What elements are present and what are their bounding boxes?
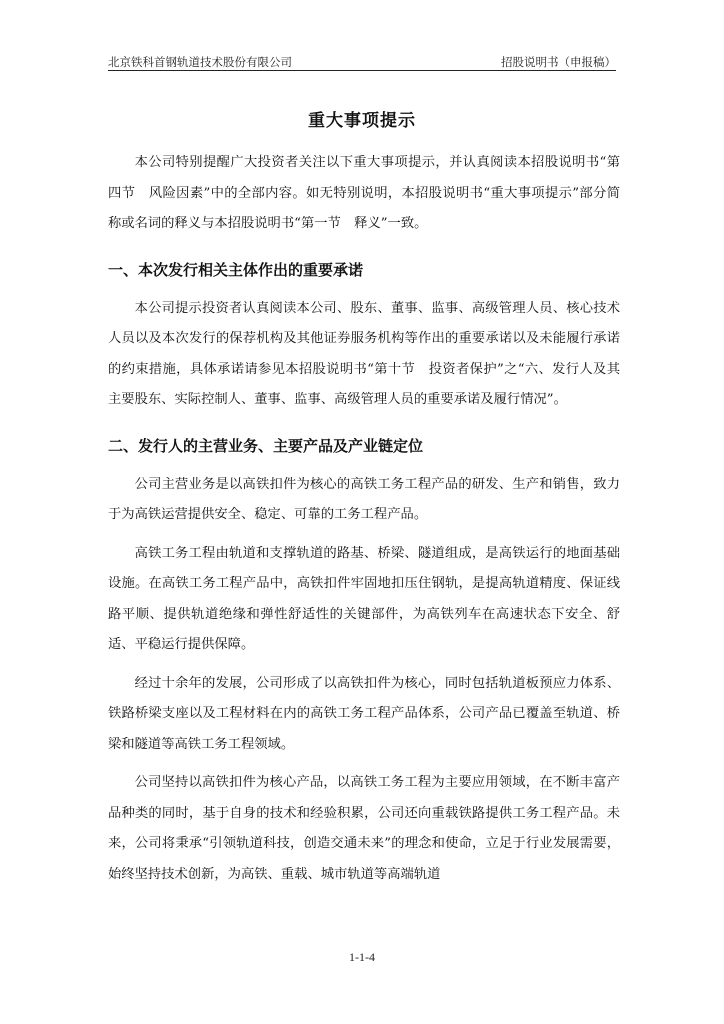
- section-2-paragraph-2: 高铁工务工程由轨道和支撑轨道的路基、桥梁、隧道组成，是高铁运行的地面基础设施。在高铁工务工程产品中，高铁扣件牢固地扣压住钢轨，是提高轨道精度、保证线路平顺、提供轨道绝缘和弹性舒适性的关键部件，为高铁列车在高速状态下安全、舒适、平稳运行提供保障。: [108, 545, 620, 652]
- header-document-name: 招股说明书（申报稿）: [501, 55, 616, 69]
- header-rule: [108, 70, 616, 71]
- section-1-paragraph-1: 本公司提示投资者认真阅读本公司、股东、董事、监事、高级管理人员、核心技术人员以及本次发行的保荐机构及其他证券服务机构等作出的重要承诺以及未能履行承诺的约束措施，具体承诺请参见本招股说明书“第十节 投资者保护”之“六、发行人及其主要股东、实际控制人、董事、监事、高级管理人员的重要承诺及履行情况”。: [108, 300, 620, 407]
- section-2-paragraph-1: 公司主营业务是以高铁扣件为核心的高铁工务工程产品的研发、生产和销售，致力于为高铁运营提供安全、稳定、可靠的工务工程产品。: [108, 476, 620, 522]
- section-heading-1: 一、本次发行相关主体作出的重要承诺: [108, 260, 364, 279]
- page-number: 1-1-4: [349, 950, 375, 964]
- section-2-paragraph-4: 公司坚持以高铁扣件为核心产品，以高铁工务工程为主要应用领域，在不断丰富产品种类的同时，基于自身的技术和经验积累，公司还向重载铁路提供工务工程产品。未来，公司将秉承“引领轨道科技，创造交通未来”的理念和使命，立足于行业发展需要，始终坚持技术创新，为高铁、重载、城市轨道等高端轨道: [108, 775, 620, 882]
- header-company-name: 北京铁科首钢轨道技术股份有限公司: [108, 55, 292, 69]
- section-2-paragraph-3: 经过十余年的发展，公司形成了以高铁扣件为核心，同时包括轨道板预应力体系、铁路桥梁支座以及工程材料在内的高铁工务工程产品体系，公司产品已覆盖至轨道、桥梁和隧道等高铁工务工程领域。: [108, 675, 620, 752]
- page-title: 重大事项提示: [308, 111, 416, 131]
- page-header: [108, 50, 616, 70]
- page-content: [108, 148, 620, 890]
- section-heading-2: 二、发行人的主营业务、主要产品及产业链定位: [108, 436, 424, 455]
- intro-paragraph: 本公司特别提醒广大投资者关注以下重大事项提示，并认真阅读本招股说明书“第四节 风险因素”中的全部内容。如无特别说明，本招股说明书“重大事项提示”部分简称或名词的释义与本招股说明书“第一节 释义”一致。: [108, 155, 620, 231]
